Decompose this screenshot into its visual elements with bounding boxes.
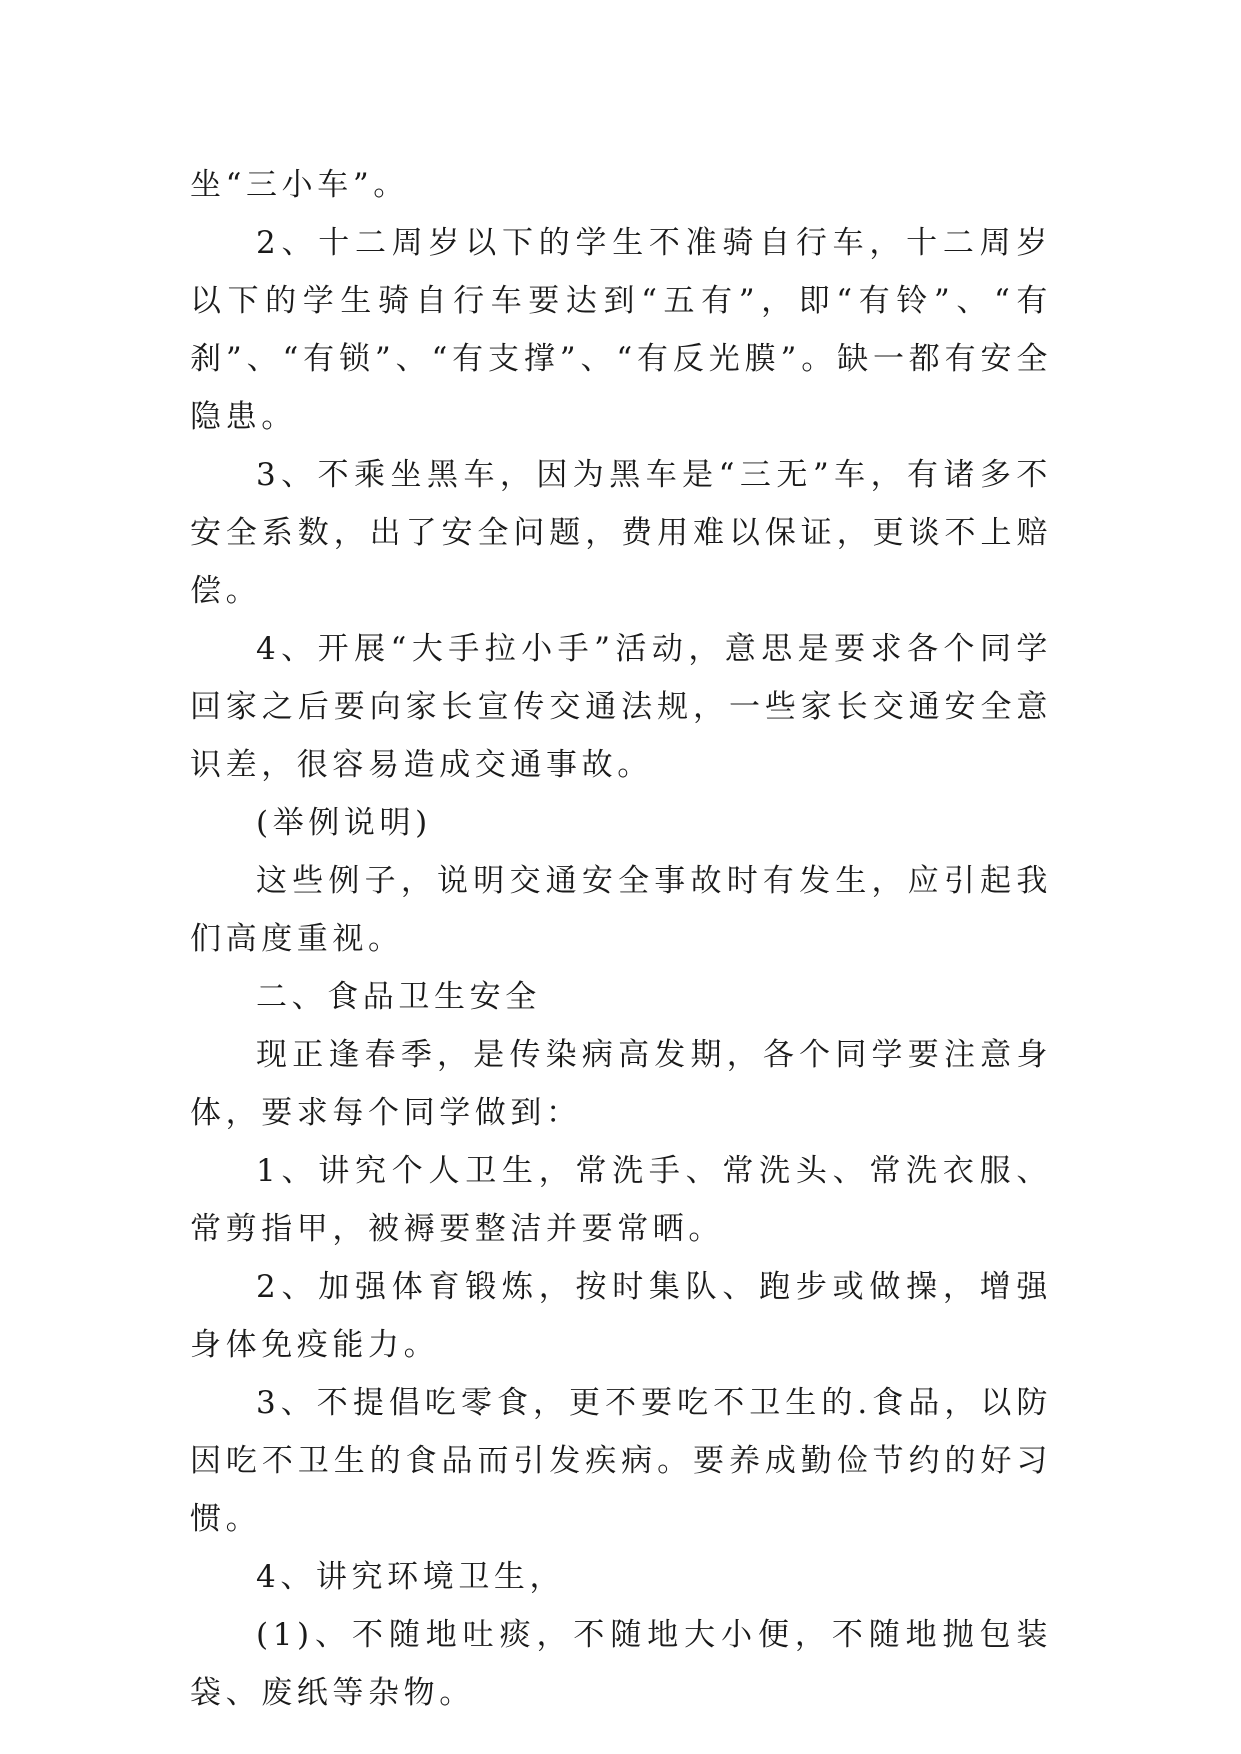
document-page (190, 156, 1052, 1722)
paragraph-item-3-snacks: 3、不提倡吃零食，更不要吃不卫生的.食品，以防因吃不卫生的食品而引发疾病。要养成勤俭节约的好习惯。 (190, 1385, 1052, 1537)
paragraph-example-note: (举例说明) (256, 805, 432, 841)
paragraph-examples-summary: 这些例子，说明交通安全事故时有发生，应引起我们高度重视。 (190, 863, 1052, 957)
paragraph-item-2-exercise: 2、加强体育锻炼，按时集队、跑步或做操，增强身体免疫能力。 (190, 1269, 1052, 1363)
paragraph-item-3-black-car: 3、不乘坐黑车，因为黑车是“三无”车，有诸多不安全系数，出了安全问题，费用难以保证，更谈不上赔偿。 (190, 457, 1052, 609)
paragraph-item-1-hygiene: 1、讲究个人卫生，常洗手、常洗头、常洗衣服、常剪指甲，被褥要整洁并要常晒。 (190, 1153, 1052, 1247)
paragraph-subitem-1-littering: (1)、不随地吐痰，不随地大小便，不随地抛包装袋、废纸等杂物。 (190, 1617, 1052, 1711)
paragraph-spring-intro: 现正逢春季，是传染病高发期，各个同学要注意身体，要求每个同学做到： (190, 1037, 1052, 1131)
paragraph-item-4-campaign: 4、开展“大手拉小手”活动，意思是要求各个同学回家之后要向家长宣传交通法规，一些家长交通安全意识差，很容易造成交通事故。 (190, 631, 1052, 783)
paragraph-item-4-environment: 4、讲究环境卫生， (256, 1559, 566, 1595)
section-heading-food-safety: 二、食品卫生安全 (256, 979, 541, 1015)
paragraph-item-2-bicycle: 2、十二周岁以下的学生不准骑自行车，十二周岁以下的学生骑自行车要达到“五有”，即“有铃”、“有刹”、“有锁”、“有支撑”、“有反光膜”。缺一都有安全隐患。 (190, 225, 1052, 435)
paragraph-continuation: 坐“三小车”。 (190, 167, 409, 203)
